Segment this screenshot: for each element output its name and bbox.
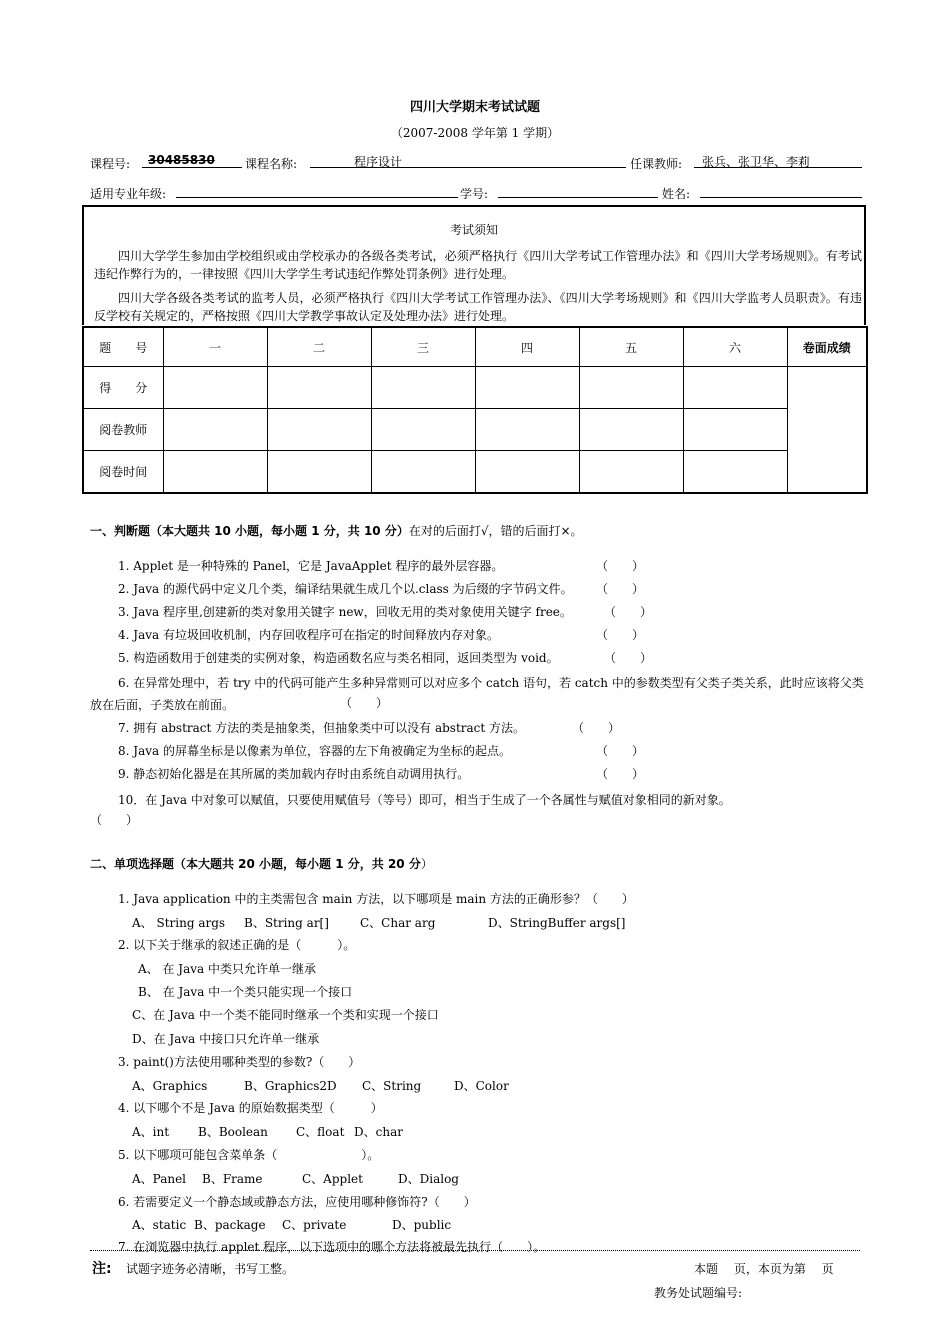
teacher-label: 任课教师:	[630, 157, 683, 171]
choice-option-b[interactable]: B、Boolean	[198, 1125, 268, 1139]
answer-paren[interactable]: （ ）	[596, 559, 645, 573]
table-row	[83, 451, 867, 494]
time-cell	[371, 451, 475, 494]
header-cell-6: 六	[683, 327, 787, 367]
section2-title-rest: ）	[420, 857, 433, 871]
time-cell	[475, 451, 579, 494]
choice-option-a[interactable]: A、int	[132, 1125, 170, 1139]
answer-paren[interactable]: （ ）	[604, 651, 653, 665]
choice-option-d[interactable]: D、在 Java 中接口只允许单一继承	[132, 1032, 320, 1046]
choice-question-5: 5. 以下哪项可能包含菜单条（ ）。	[118, 1148, 380, 1162]
choice-option-a[interactable]: A、Graphics	[132, 1079, 208, 1093]
score-cell	[163, 367, 267, 409]
header-cell-label: 题 号	[83, 327, 163, 367]
answer-paren[interactable]: （ ）	[596, 628, 645, 642]
footer-note: 试题字迹务必清晰，书写工整。	[126, 1262, 295, 1276]
choice-option-d[interactable]: D、char	[354, 1125, 403, 1139]
time-cell	[267, 451, 371, 494]
teacher-value: 张兵、张卫华、李莉	[702, 155, 811, 169]
header-cell-total: 卷面成绩	[787, 327, 867, 367]
answer-paren[interactable]: （ ）	[596, 744, 645, 758]
section1-title-bold: 一、判断题（本大题共 10 小题，每小题 1 分，共 10 分）	[90, 524, 409, 538]
total-score-cell	[787, 367, 867, 494]
choice-option-a[interactable]: A、Panel	[132, 1172, 187, 1186]
choice-option-c[interactable]: C、String	[362, 1079, 422, 1093]
notice-paragraph-2: 四川大学各级各类考试的监考人员，必须严格执行《四川大学考试工作管理办法》、《四川大学考场规则》和《四川大学监考人员职责》。有违反学校有关规定的，严格按照《四川大学教学事故认定及处理办法》进行处理。	[94, 291, 862, 323]
judge-question-3: 3. Java 程序里,创建新的类对象用关键字 new，回收无用的类对象使用关键字 free。	[118, 605, 572, 619]
choice-question-1: 1. Java application 中的主类需包含 main 方法，以下哪项是 main 方法的正确形参？（ ）	[118, 892, 634, 906]
score-table-header	[83, 327, 867, 367]
row-label-grader: 阅卷教师	[83, 409, 163, 451]
grader-cell	[371, 409, 475, 451]
footer-exam-code-label: 教务处试题编号:	[654, 1286, 743, 1300]
score-cell	[579, 367, 683, 409]
footer-divider	[90, 1250, 860, 1251]
choice-question-3: 3. paint()方法使用哪种类型的参数?（ ）	[118, 1055, 361, 1069]
choice-question-4: 4. 以下哪个不是 Java 的原始数据类型（ ）	[118, 1101, 383, 1115]
course-no-value: 30485830	[148, 153, 215, 167]
time-cell	[579, 451, 683, 494]
answer-paren[interactable]: （ ）	[340, 696, 389, 710]
choice-option-c[interactable]: C、Applet	[302, 1172, 363, 1186]
header-cell-2: 二	[267, 327, 371, 367]
grader-cell	[163, 409, 267, 451]
choice-option-a[interactable]: A、 在 Java 中类只允许单一继承	[138, 962, 317, 976]
choice-option-c[interactable]: C、float	[296, 1125, 345, 1139]
score-cell	[267, 367, 371, 409]
table-row	[83, 367, 867, 409]
section2-title	[90, 855, 433, 872]
choice-question-7: 7. 在浏览器中执行 applet 程序，以下选项中的哪个方法将被最先执行（ ）。	[118, 1240, 546, 1254]
choice-option-d[interactable]: D、public	[392, 1218, 452, 1232]
judge-question-9: 9. 静态初始化器是在其所属的类加载内存时由系统自动调用执行。	[118, 767, 470, 781]
grader-cell	[475, 409, 579, 451]
score-cell	[475, 367, 579, 409]
exam-notice-box	[82, 205, 866, 325]
judge-question-5: 5. 构造函数用于创建类的实例对象，构造函数名应与类名相同，返回类型为 void。	[118, 651, 559, 665]
table-row	[83, 409, 867, 451]
choice-option-d[interactable]: D、StringBuffer args[]	[488, 916, 626, 930]
judge-question-7: 7. 拥有 abstract 方法的类是抽象类，但抽象类中可以没有 abstract 方法。	[118, 721, 526, 735]
answer-paren[interactable]: （ ）	[596, 767, 645, 781]
course-no-label: 课程号:	[90, 157, 131, 171]
course-no-underline	[142, 167, 242, 168]
time-cell	[163, 451, 267, 494]
score-table	[82, 326, 868, 494]
footer-note-label: 注:	[92, 1261, 112, 1277]
row-label-score: 得 分	[83, 367, 163, 409]
major-label: 适用专业年级:	[90, 187, 167, 201]
major-underline	[176, 197, 458, 198]
course-name-label: 课程名称:	[245, 157, 298, 171]
row-label-time: 阅卷时间	[83, 451, 163, 494]
judge-question-6: 6. 在异常处理中，若 try 中的代码可能产生多种异常则可以对应多个 catch 语句，若 catch 中的参数类型有父类子类关系，此时应该将父类放在后面，子类放在前面。	[90, 676, 864, 712]
student-id-label: 学号:	[460, 187, 489, 201]
judge-question-8: 8. Java 的屏幕坐标是以像素为单位，容器的左下角被确定为坐标的起点。	[118, 744, 511, 758]
judge-question-2: 2. Java 的源代码中定义几个类，编译结果就生成几个以.class 为后缀的字节码文件。	[118, 582, 573, 596]
notice-title: 考试须知	[449, 223, 498, 237]
choice-option-d[interactable]: D、Dialog	[398, 1172, 459, 1186]
choice-option-b[interactable]: B、Frame	[202, 1172, 263, 1186]
grader-cell	[683, 409, 787, 451]
header-cell-3: 三	[371, 327, 475, 367]
exam-term: （2007-2008 学年第 1 学期）	[390, 126, 560, 140]
time-cell	[683, 451, 787, 494]
notice-paragraph-1: 四川大学学生参加由学校组织或由学校承办的各级各类考试，必须严格执行《四川大学考试工作管理办法》和《四川大学考场规则》。有考试违纪作弊行为的，一律按照《四川大学学生考试违纪作弊处罚条例》进行处理。	[94, 249, 862, 281]
choice-option-b[interactable]: B、 在 Java 中一个类只能实现一个接口	[138, 985, 353, 999]
choice-question-2: 2. 以下关于继承的叙述正确的是（ ）。	[118, 938, 356, 952]
header-cell-5: 五	[579, 327, 683, 367]
judge-question-10: 10．在 Java 中对象可以赋值，只要使用赋值号（等号）即可，相当于生成了一个各属性与赋值对象相同的新对象。	[118, 793, 731, 807]
choice-option-b[interactable]: B、String ar[]	[244, 916, 329, 930]
choice-question-6: 6. 若需要定义一个静态域或静态方法，应使用哪种修饰符?（ ）	[118, 1195, 476, 1209]
judge-question-4: 4. Java 有垃圾回收机制，内存回收程序可在指定的时间释放内存对象。	[118, 628, 499, 642]
header-cell-4: 四	[475, 327, 579, 367]
answer-paren[interactable]: （ ）	[90, 813, 139, 827]
answer-paren[interactable]: （ ）	[596, 582, 645, 596]
choice-option-c[interactable]: C、private	[282, 1218, 347, 1232]
choice-option-b[interactable]: B、package	[194, 1218, 266, 1232]
grader-cell	[579, 409, 683, 451]
choice-option-c[interactable]: C、Char arg	[360, 916, 436, 930]
name-underline	[700, 197, 862, 198]
section1-title-rest: 在对的后面打√，错的后面打×。	[408, 524, 583, 538]
header-cell-1: 一	[163, 327, 267, 367]
score-cell	[683, 367, 787, 409]
choice-option-b[interactable]: B、Graphics2D	[244, 1079, 337, 1093]
course-name-value: 程序设计	[354, 155, 403, 169]
section2-title-bold: 二、单项选择题（本大题共 20 小题，每小题 1 分，共 20 分	[90, 857, 421, 871]
student-id-underline	[498, 197, 658, 198]
choice-option-d[interactable]: D、Color	[454, 1079, 509, 1093]
score-cell	[371, 367, 475, 409]
exam-title: 四川大学期末考试试题	[409, 100, 540, 115]
choice-option-a[interactable]: A、 String args	[132, 916, 226, 930]
choice-option-a[interactable]: A、static	[132, 1218, 187, 1232]
answer-paren[interactable]: （ ）	[604, 605, 653, 619]
choice-option-c[interactable]: C、在 Java 中一个类不能同时继承一个类和实现一个接口	[132, 1008, 439, 1022]
footer-page-info: 本题 页，本页为第 页	[694, 1262, 834, 1276]
name-label: 姓名:	[662, 187, 691, 201]
answer-paren[interactable]: （ ）	[572, 721, 621, 735]
section1-title	[90, 522, 583, 539]
judge-question-1: 1. Applet 是一种特殊的 Panel，它是 JavaApplet 程序的最外层容器。	[118, 559, 504, 573]
grader-cell	[267, 409, 371, 451]
